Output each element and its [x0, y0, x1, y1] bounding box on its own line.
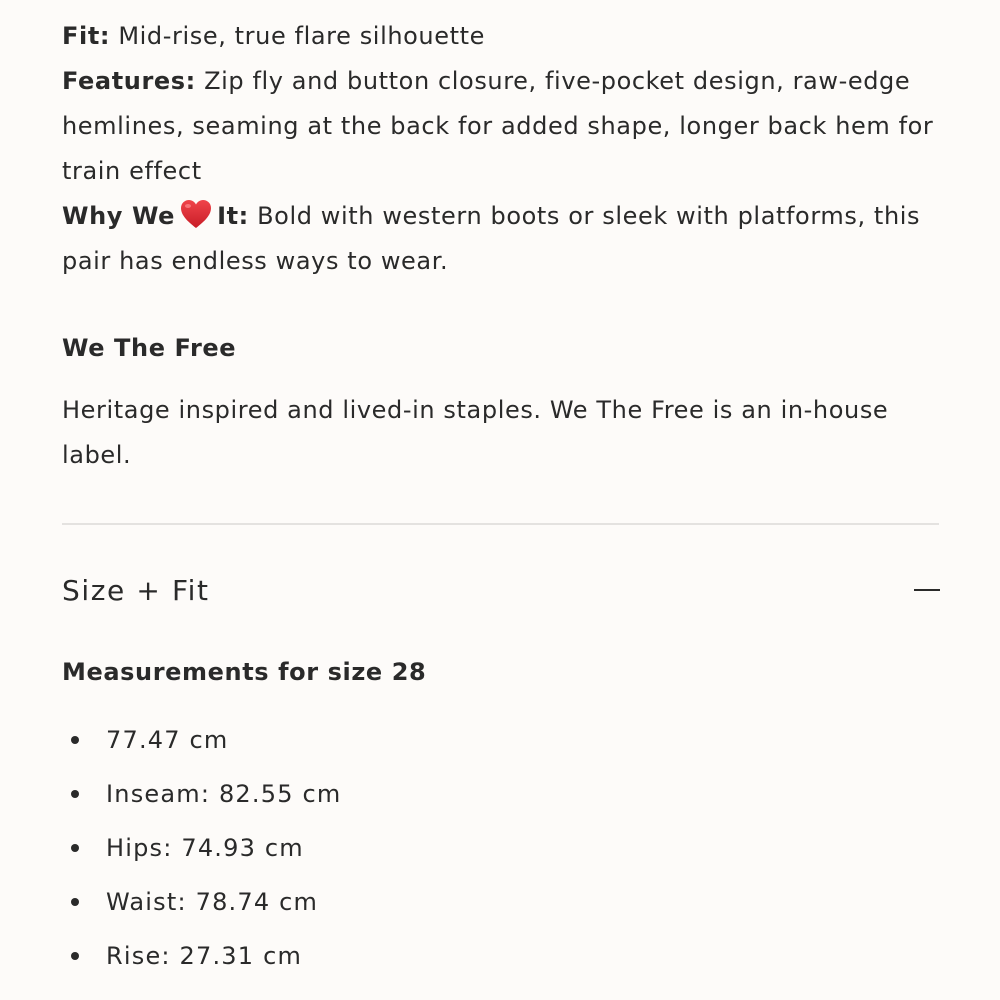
list-item	[62, 934, 341, 988]
features-value: Zip fly and button closure, five-pocket design, raw-edge hemlines, seaming at the back for added shape, longer back hem for train effect	[62, 67, 934, 185]
list-item	[62, 826, 341, 880]
size-fit-title: Size + Fit	[62, 573, 210, 607]
product-details	[62, 14, 942, 284]
fit-value: Mid-rise, true flare silhouette	[110, 22, 485, 50]
brand-heading: We The Free	[62, 334, 237, 362]
minus-icon[interactable]	[914, 589, 940, 591]
list-item	[62, 718, 341, 772]
fit-line	[62, 14, 942, 59]
list-item	[62, 880, 341, 934]
why-label-start: Why We	[62, 202, 176, 230]
why-value: Bold with western boots or sleek with platforms, this pair has endless ways to wear.	[62, 202, 921, 275]
bullet	[71, 736, 79, 744]
measurement-text: Rise: 27.31 cm	[106, 942, 303, 970]
heart-icon	[179, 198, 213, 230]
bullet	[71, 898, 79, 906]
fit-label: Fit:	[62, 22, 111, 50]
size-fit-accordion-header[interactable]	[62, 562, 940, 618]
measurement-text: Inseam: 82.55 cm	[106, 780, 342, 808]
features-label: Features:	[62, 67, 196, 95]
why-we-love-it-line	[62, 194, 942, 284]
measurements-list	[62, 718, 341, 988]
measurements-heading: Measurements for size 28	[62, 658, 427, 686]
measurement-text: Hips: 74.93 cm	[106, 834, 304, 862]
brand-description: Heritage inspired and lived-in staples. We The Free is an in-house label.	[62, 396, 889, 469]
bullet	[71, 952, 79, 960]
measurement-text: 77.47 cm	[106, 726, 229, 754]
measurement-text: Waist: 78.74 cm	[106, 888, 319, 916]
bullet	[71, 790, 79, 798]
list-item	[62, 772, 341, 826]
why-label-end: It:	[217, 202, 249, 230]
section-divider	[62, 523, 939, 525]
bullet	[71, 844, 79, 852]
features-line	[62, 59, 942, 194]
